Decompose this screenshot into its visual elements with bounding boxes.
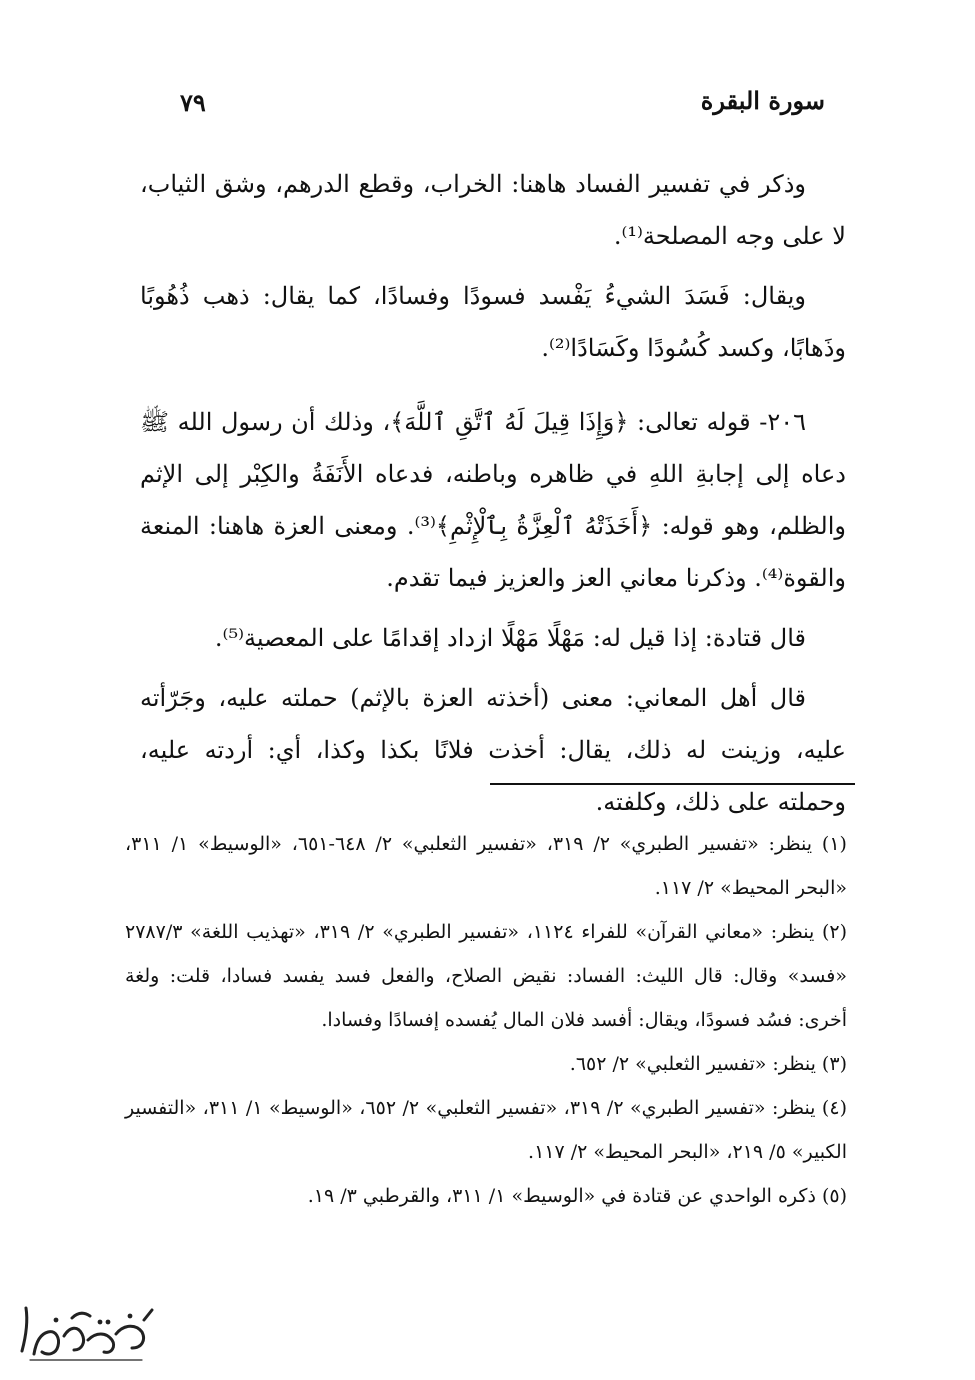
calligraphy-logo-icon bbox=[12, 1296, 162, 1368]
footnote-5: (٥) ذكره الواحدي عن قتادة في «الوسيط» ١/ ٣١١، والقرطبي ٣/ ١٩. bbox=[307, 1185, 847, 1207]
paragraph-qatada: قال قتادة: إذا قيل له: مَهْلًا مَهْلًا ازداد إقدامًا على المعصية⁽⁵⁾. bbox=[214, 624, 806, 652]
paragraph-ahl-al-maani: قال أهل المعاني: معنى (أخذته العزة بالإثم) حملته عليه، وجَرّأته عليه، وزينت له ذلك، يقال: أخذت فلانًا بكذا وكذا، أي: أردته عليه، وحملته على ذلك، وكلفته. bbox=[140, 684, 846, 816]
footnote-4: (٤) ينظر: «تفسير الطبري» ٢/ ٣١٩، «تفسير الثعلبي» ٢/ ٦٥٢، «الوسيط» ١/ ٣١١، «التفسير الكبير» ٥/ ٢١٩، «البحر المحيط» ٢/ ١١٧. bbox=[125, 1097, 847, 1163]
footnote-2: (٢) ينظر: «معاني القرآن» للفراء ١١٢٤، «تفسير الطبري» ٢/ ٣١٩، «تهذيب اللغة» ٢٧٨٧/٣ «فسد» وقال: قال الليث: الفساد: نقيض الصلاح، والفعل فسد يفسد فسادا، قلت: ولغة أخرى: فسُد فسودًا، ويقال: أفسد فلان المال يُفسده إفسادًا وفسادا. bbox=[125, 921, 847, 1031]
page-number: ٧٩ bbox=[180, 88, 206, 117]
paragraph-fasad-morphology: ويقال: فَسَدَ الشيءُ يَفْسد فسودًا وفسادًا، كما يقال: ذهب ذُهُوبًا وذَهابًا، وكسد كُسُودًا وكَسَادًا⁽²⁾. bbox=[140, 282, 846, 362]
main-text bbox=[140, 158, 846, 828]
paragraph-fasad-meaning: وذكر في تفسير الفساد هاهنا: الخراب، وقطع الدرهم، وشق الثياب، لا على وجه المصلحة⁽¹⁾. bbox=[140, 170, 846, 250]
footnotes bbox=[125, 822, 847, 1218]
paragraph-verse-206: ٢٠٦- قوله تعالى: ﴿وَإِذَا قِيلَ لَهُ ٱتَّقِ ٱللَّهَ﴾، وذلك أن رسول الله ﷺ دعاه إلى إجابةِ اللهِ في ظاهره وباطنه، فدعاه الأَنَفَةُ والكِبْر إلى الإثم والظلم، وهو قوله: ﴿أَخَذَتْهُ ٱلْعِزَّةُ بِٱلْإِثْمِ﴾⁽³⁾. ومعنى العزة هاهنا: المنعة والقوة⁽⁴⁾. وذكرنا معاني العز والعزيز فيما تقدم. bbox=[140, 408, 846, 592]
footnote-1: (١) ينظر: «تفسير الطبري» ٢/ ٣١٩، «تفسير الثعلبي» ٢/ ٦٤٨-٦٥١، «الوسيط» ١/ ٣١١، «البحر المحيط» ٢/ ١١٧. bbox=[125, 833, 847, 899]
footnote-divider bbox=[490, 783, 855, 785]
surah-title: سورة البقرة bbox=[700, 86, 825, 115]
footnote-3: (٣) ينظر: «تفسير الثعلبي» ٢/ ٦٥٢. bbox=[569, 1053, 847, 1075]
